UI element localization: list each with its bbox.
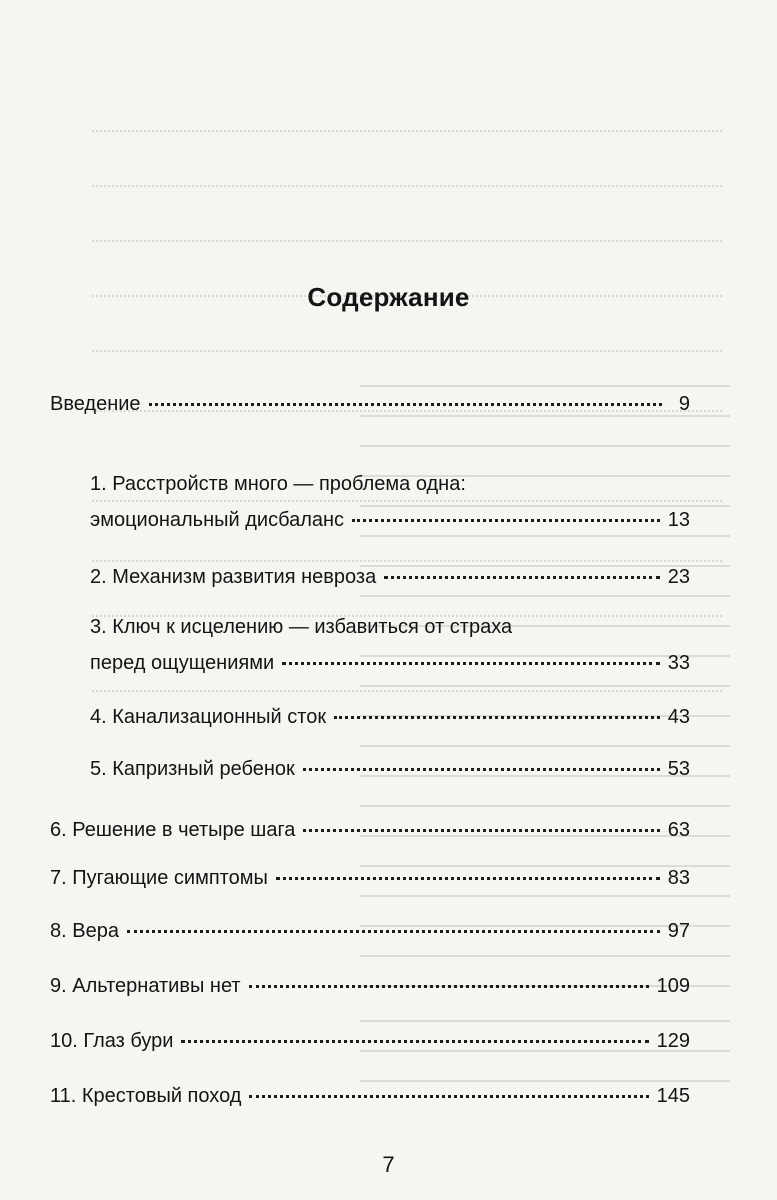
- toc-page-number: 63: [667, 819, 690, 841]
- toc-entry-chapter-3: [50, 615, 690, 675]
- toc-page-number: 53: [667, 758, 690, 780]
- toc-entry-chapter-10: [50, 1029, 690, 1053]
- toc-page-number: 9: [678, 393, 690, 415]
- toc-entry-chapter-4: [50, 705, 690, 729]
- page-number: 7: [382, 1152, 395, 1177]
- toc-entry-chapter-2: [50, 565, 690, 589]
- toc-entry-chapter-9: [50, 974, 690, 998]
- toc-entry-label: Введение: [50, 393, 141, 415]
- dot-leader: [276, 877, 660, 880]
- toc-entry-label: 1. Расстройств много — проблема одна:: [90, 473, 466, 495]
- toc-page-number: 43: [667, 706, 690, 728]
- toc-entry-chapter-5: [50, 757, 690, 781]
- dot-leader: [334, 716, 660, 719]
- toc-entry-label: 10. Глаз бури: [50, 1030, 174, 1052]
- toc-entry-label: 3. Ключ к исцелению — избавиться от страха: [90, 616, 513, 638]
- dot-leader: [352, 519, 660, 522]
- toc-entry-label-continued: перед ощущениями: [90, 652, 275, 674]
- toc-entry-chapter-6: [50, 818, 690, 842]
- toc-page-number: 83: [667, 867, 690, 889]
- toc-page-number: 23: [667, 566, 690, 588]
- toc-entry-label: 5. Капризный ребенок: [90, 758, 295, 780]
- toc-entry-label: 4. Канализационный сток: [90, 706, 327, 728]
- dot-leader: [127, 930, 660, 933]
- toc-entry-chapter-7: [50, 866, 690, 890]
- toc-entry-introduction: [50, 392, 690, 416]
- dot-leader: [249, 1095, 648, 1098]
- toc-entry-label: 11. Крестовый поход: [50, 1085, 242, 1107]
- toc-entry-label: 7. Пугающие симптомы: [50, 867, 268, 889]
- toc-entry-label: 8. Вера: [50, 920, 119, 942]
- dot-leader: [181, 1040, 648, 1043]
- dot-leader: [149, 403, 662, 406]
- dot-leader: [303, 829, 659, 832]
- toc-entry-chapter-8: [50, 919, 690, 943]
- toc-page-number: 33: [667, 652, 690, 674]
- dot-leader: [303, 768, 660, 771]
- toc-page-number: 13: [667, 509, 690, 531]
- dot-leader: [249, 985, 649, 988]
- dot-leader: [282, 662, 660, 665]
- toc-page-number: 145: [656, 1085, 690, 1107]
- toc-entry-chapter-1: [50, 472, 690, 532]
- page-title: Содержание: [307, 282, 470, 312]
- toc-page-number: 109: [656, 975, 690, 997]
- toc-entry-label-continued: эмоциональный дисбаланс: [90, 509, 345, 531]
- toc-entry-label: 9. Альтернативы нет: [50, 975, 241, 997]
- toc-entry-chapter-11: [50, 1084, 690, 1108]
- dot-leader: [384, 576, 660, 579]
- toc-entry-label: 6. Решение в четыре шага: [50, 819, 296, 841]
- toc-entry-label: 2. Механизм развития невроза: [90, 566, 377, 588]
- toc-page-number: 97: [667, 920, 690, 942]
- toc-page-number: 129: [656, 1030, 690, 1052]
